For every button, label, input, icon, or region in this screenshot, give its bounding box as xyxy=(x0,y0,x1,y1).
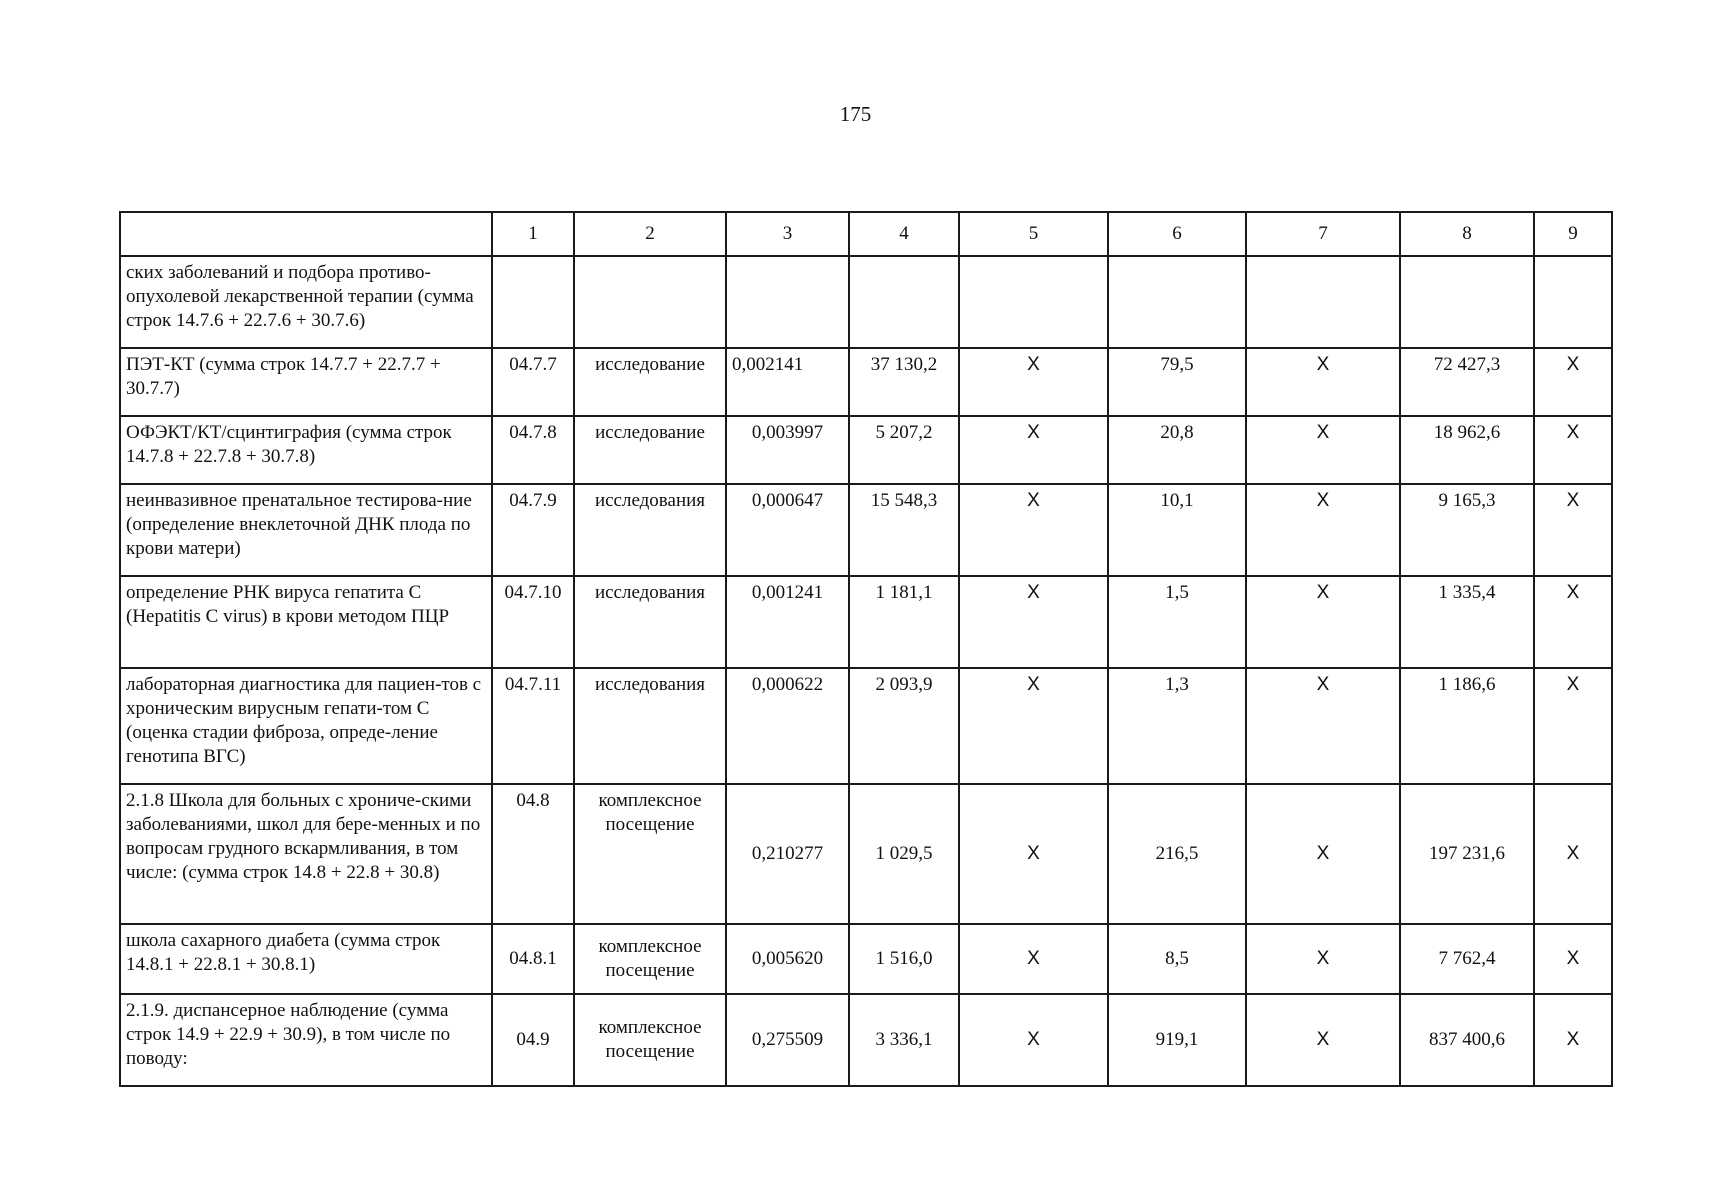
table-row xyxy=(120,576,1612,668)
row-name: лабораторная диагностика для пациен-тов с хроническим вирусным гепати-том С (оценка стадии фиброза, опреде-ление генотипа ВГС) xyxy=(120,668,492,784)
header-cell: 2 xyxy=(574,212,726,256)
cell-code: 04.7.7 xyxy=(492,348,574,416)
cell-col6: 10,1 xyxy=(1108,484,1246,576)
cell-unit: исследование xyxy=(574,348,726,416)
cell-unit: исследования xyxy=(574,484,726,576)
cell-col4: 1 181,1 xyxy=(849,576,959,668)
row-name: 2.1.8 Школа для больных с хрониче-скими заболеваниями, школ для бере-менных и по вопросам грудного вскармливания, в том числе: (сумма строк 14.8 + 22.8 + 30.8) xyxy=(120,784,492,924)
cell-col6: 919,1 xyxy=(1108,994,1246,1086)
cell-col5: X xyxy=(959,348,1108,416)
cell-col4: 2 093,9 xyxy=(849,668,959,784)
cell-col9: X xyxy=(1534,348,1612,416)
cell-col4: 1 029,5 xyxy=(849,784,959,924)
row-name: ских заболеваний и подбора противо-опухолевой лекарственной терапии (сумма строк 14.7.6 + 22.7.6 + 30.7.6) xyxy=(120,256,492,348)
cell-col9: X xyxy=(1534,784,1612,924)
cell-col6: 8,5 xyxy=(1108,924,1246,994)
cell-col9: X xyxy=(1534,484,1612,576)
cell-col4: 15 548,3 xyxy=(849,484,959,576)
cell-col9 xyxy=(1534,256,1612,348)
cell-col3: 0,000647 xyxy=(726,484,849,576)
cell-col5: X xyxy=(959,416,1108,484)
cell-col5: X xyxy=(959,784,1108,924)
cell-code: 04.7.10 xyxy=(492,576,574,668)
header-cell: 3 xyxy=(726,212,849,256)
cell-col3: 0,001241 xyxy=(726,576,849,668)
header-cell: 1 xyxy=(492,212,574,256)
table-row xyxy=(120,994,1612,1086)
row-name: неинвазивное пренатальное тестирова-ние (определение внеклеточной ДНК плода по крови матери) xyxy=(120,484,492,576)
cell-code: 04.7.8 xyxy=(492,416,574,484)
cell-col5: X xyxy=(959,576,1108,668)
row-name: ПЭТ-КТ (сумма строк 14.7.7 + 22.7.7 + 30.7.7) xyxy=(120,348,492,416)
header-cell: 9 xyxy=(1534,212,1612,256)
cell-col6: 79,5 xyxy=(1108,348,1246,416)
cell-col9: X xyxy=(1534,994,1612,1086)
cell-col4 xyxy=(849,256,959,348)
cell-col3: 0,210277 xyxy=(726,784,849,924)
cell-col5: X xyxy=(959,924,1108,994)
page-number: 175 xyxy=(839,102,872,126)
cell-col3: 0,275509 xyxy=(726,994,849,1086)
cell-col7: X xyxy=(1246,416,1400,484)
cell-col3: 0,000622 xyxy=(726,668,849,784)
cell-col8: 1 335,4 xyxy=(1400,576,1534,668)
cell-col7 xyxy=(1246,256,1400,348)
cell-code: 04.7.9 xyxy=(492,484,574,576)
header-cell: 8 xyxy=(1400,212,1534,256)
table-row xyxy=(120,668,1612,784)
cell-col6: 216,5 xyxy=(1108,784,1246,924)
cell-code: 04.8 xyxy=(492,784,574,924)
cell-col4: 3 336,1 xyxy=(849,994,959,1086)
cell-col4: 1 516,0 xyxy=(849,924,959,994)
header-cell: 7 xyxy=(1246,212,1400,256)
table-row xyxy=(120,484,1612,576)
cell-col8: 197 231,6 xyxy=(1400,784,1534,924)
cell-code: 04.7.11 xyxy=(492,668,574,784)
cell-col7: X xyxy=(1246,348,1400,416)
cell-col7: X xyxy=(1246,924,1400,994)
cell-unit xyxy=(574,256,726,348)
cell-col3: 0,002141 xyxy=(726,348,849,416)
cell-col8: 9 165,3 xyxy=(1400,484,1534,576)
cell-col5: X xyxy=(959,668,1108,784)
data-table xyxy=(119,211,1613,1087)
cell-unit: исследования xyxy=(574,668,726,784)
row-name: 2.1.9. диспансерное наблюдение (сумма строк 14.9 + 22.9 + 30.9), в том числе по поводу: xyxy=(120,994,492,1086)
cell-col8: 1 186,6 xyxy=(1400,668,1534,784)
cell-unit: исследования xyxy=(574,576,726,668)
cell-col8 xyxy=(1400,256,1534,348)
table-row xyxy=(120,924,1612,994)
cell-code: 04.8.1 xyxy=(492,924,574,994)
header-cell: 5 xyxy=(959,212,1108,256)
cell-col5 xyxy=(959,256,1108,348)
cell-unit: исследование xyxy=(574,416,726,484)
cell-unit: комплексное посещение xyxy=(574,784,726,924)
cell-col8: 72 427,3 xyxy=(1400,348,1534,416)
cell-col7: X xyxy=(1246,484,1400,576)
cell-col7: X xyxy=(1246,668,1400,784)
cell-col7: X xyxy=(1246,576,1400,668)
header-cell: 4 xyxy=(849,212,959,256)
cell-unit: комплексное посещение xyxy=(574,994,726,1086)
cell-unit: комплексное посещение xyxy=(574,924,726,994)
cell-col8: 837 400,6 xyxy=(1400,994,1534,1086)
cell-code xyxy=(492,256,574,348)
cell-col7: X xyxy=(1246,784,1400,924)
table-row xyxy=(120,784,1612,924)
cell-col8: 18 962,6 xyxy=(1400,416,1534,484)
cell-col6 xyxy=(1108,256,1246,348)
cell-col8: 7 762,4 xyxy=(1400,924,1534,994)
cell-col6: 1,5 xyxy=(1108,576,1246,668)
table-row xyxy=(120,256,1612,348)
table-row xyxy=(120,348,1612,416)
cell-col3: 0,003997 xyxy=(726,416,849,484)
row-name: ОФЭКТ/КТ/сцинтиграфия (сумма строк 14.7.8 + 22.7.8 + 30.7.8) xyxy=(120,416,492,484)
row-name: школа сахарного диабета (сумма строк 14.8.1 + 22.8.1 + 30.8.1) xyxy=(120,924,492,994)
cell-col9: X xyxy=(1534,668,1612,784)
cell-col6: 1,3 xyxy=(1108,668,1246,784)
cell-col9: X xyxy=(1534,924,1612,994)
cell-col5: X xyxy=(959,994,1108,1086)
cell-col3 xyxy=(726,256,849,348)
cell-col5: X xyxy=(959,484,1108,576)
cell-col9: X xyxy=(1534,416,1612,484)
cell-col7: X xyxy=(1246,994,1400,1086)
cell-col4: 37 130,2 xyxy=(849,348,959,416)
cell-col6: 20,8 xyxy=(1108,416,1246,484)
cell-col9: X xyxy=(1534,576,1612,668)
table-row xyxy=(120,416,1612,484)
cell-col3: 0,005620 xyxy=(726,924,849,994)
header-cell: 6 xyxy=(1108,212,1246,256)
header-cell xyxy=(120,212,492,256)
cell-col4: 5 207,2 xyxy=(849,416,959,484)
row-name: определение РНК вируса гепатита С (Hepatitis C virus) в крови методом ПЦР xyxy=(120,576,492,668)
cell-code: 04.9 xyxy=(492,994,574,1086)
header-row xyxy=(120,212,1612,256)
